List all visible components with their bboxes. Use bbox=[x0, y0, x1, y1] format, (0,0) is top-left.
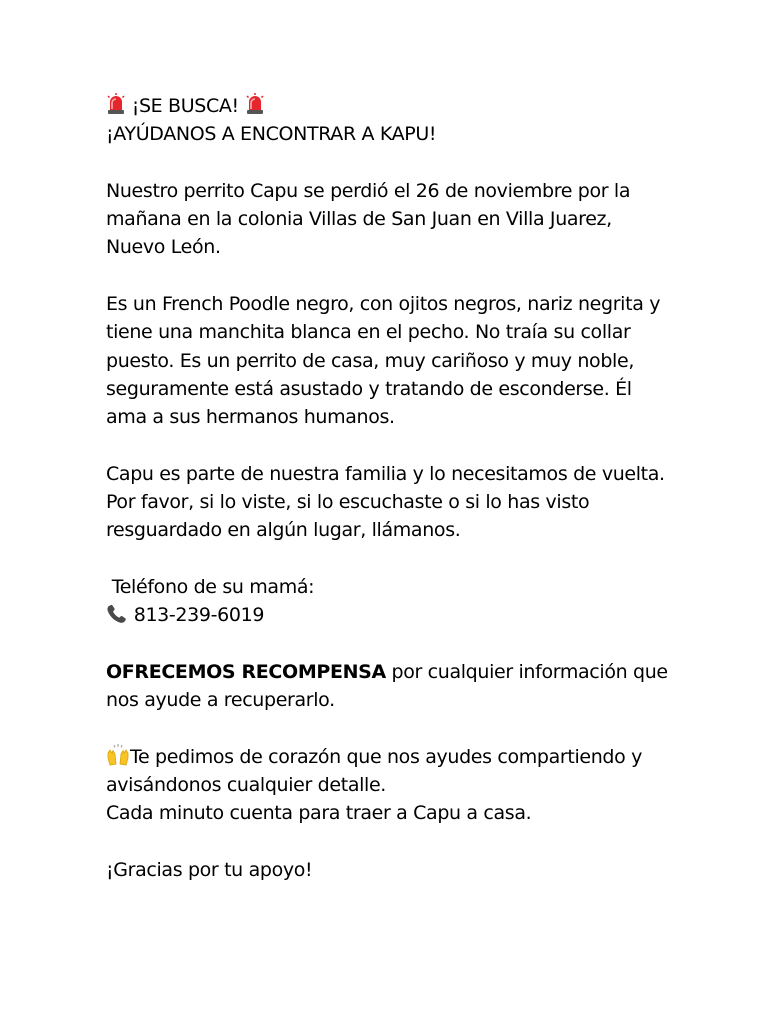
contact-block bbox=[106, 573, 706, 630]
contact-phone-number[interactable]: 813-239-6019 bbox=[133, 604, 265, 627]
reward-line bbox=[106, 658, 706, 686]
headline-line bbox=[106, 92, 706, 120]
raising-hands-icon bbox=[106, 744, 130, 766]
text-line: Por favor, si lo viste, si lo escuchaste o si lo has visto bbox=[106, 491, 590, 514]
lost-details-paragraph bbox=[106, 177, 706, 262]
headline-title: ¡SE BUSCA! bbox=[131, 95, 239, 117]
reward-text: por cualquier información que bbox=[385, 660, 668, 683]
telephone-receiver-icon bbox=[106, 604, 128, 624]
police-light-icon bbox=[106, 93, 126, 115]
text-line: resguardado en algún lugar, llámanos. bbox=[106, 519, 461, 542]
text-line: nos ayude a recuperarlo. bbox=[106, 689, 335, 712]
text-line: Nuevo León. bbox=[106, 236, 221, 259]
police-light-icon bbox=[245, 93, 265, 115]
text-line: tiene una manchita blanca en el pecho. No traía su collar bbox=[106, 321, 631, 344]
contact-phone-line bbox=[106, 601, 706, 629]
text-line: ama a sus hermanos humanos. bbox=[106, 406, 395, 429]
text-line: Es un French Poodle negro, con ojitos negros, nariz negrita y bbox=[106, 293, 661, 316]
contact-label: Teléfono de su mamá: bbox=[106, 576, 315, 599]
text-line: seguramente está asustado y tratando de esconderse. Él bbox=[106, 377, 632, 400]
closing-text: ¡Gracias por tu apoyo! bbox=[106, 859, 313, 882]
text-line: puesto. Es un perrito de casa, muy cariñoso y muy noble, bbox=[106, 349, 635, 372]
text-line: Nuestro perrito Capu se perdió el 26 de noviembre por la bbox=[106, 179, 631, 202]
text-line: Capu es parte de nuestra familia y lo necesitamos de vuelta. bbox=[106, 462, 665, 485]
plea-paragraph bbox=[106, 743, 706, 828]
reward-bold-text: OFRECEMOS RECOMPENSA bbox=[106, 660, 386, 683]
text-line: Te pedimos de corazón que nos ayudes compartiendo y bbox=[130, 745, 642, 768]
dog-description-paragraph bbox=[106, 290, 706, 431]
text-line: mañana en la colonia Villas de San Juan en Villa Juarez, bbox=[106, 208, 612, 231]
flyer-document bbox=[106, 92, 706, 913]
closing-paragraph bbox=[106, 856, 706, 884]
text-line: Cada minuto cuenta para traer a Capu a casa. bbox=[106, 802, 532, 825]
reward-paragraph bbox=[106, 658, 706, 715]
headline-subtitle: ¡AYÚDANOS A ENCONTRAR A KAPU! bbox=[106, 123, 437, 146]
request-paragraph bbox=[106, 460, 706, 545]
plea-line bbox=[106, 743, 706, 771]
headline-block bbox=[106, 92, 706, 149]
text-line: avisándonos cualquier detalle. bbox=[106, 774, 387, 797]
